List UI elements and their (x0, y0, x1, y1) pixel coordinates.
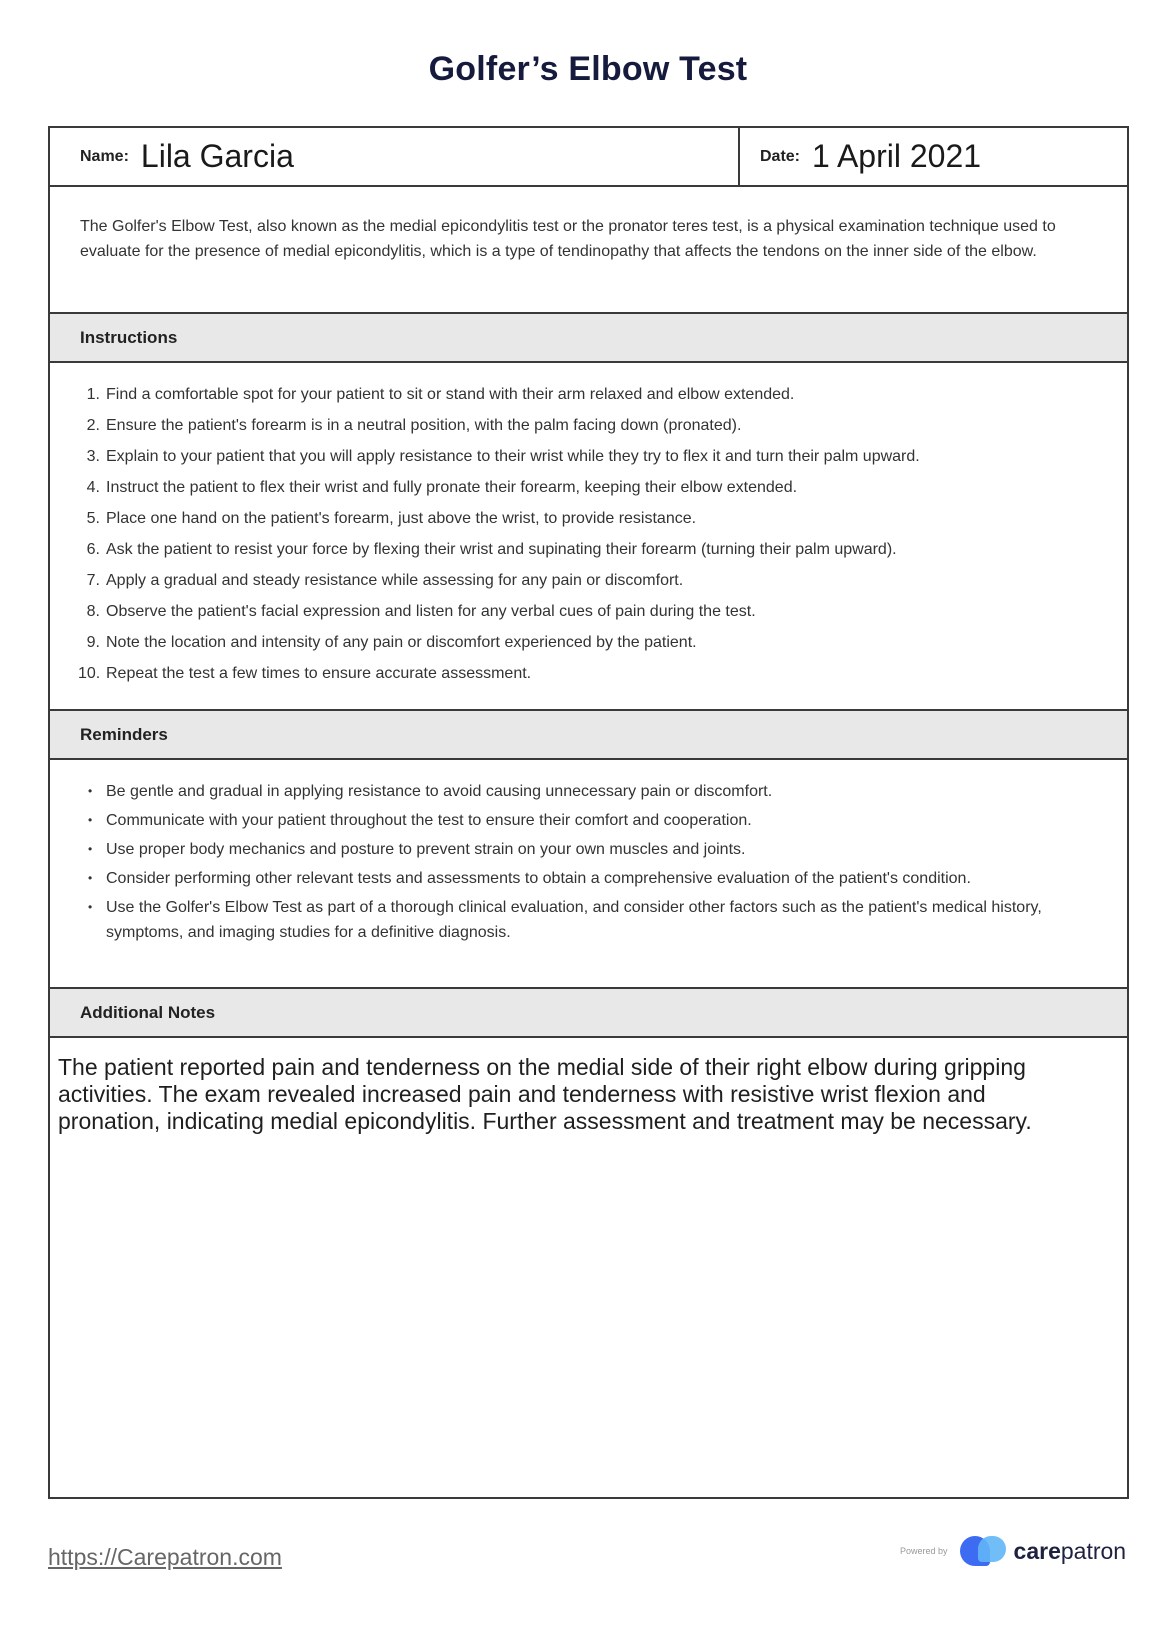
reminders-list (88, 779, 1067, 945)
item-text: Use proper body mechanics and posture to prevent strain on your own muscles and joints. (106, 841, 746, 858)
bullet-icon: • (88, 871, 93, 885)
item-number: 7. (86, 572, 100, 589)
list-item (78, 503, 1127, 534)
additional-notes-heading: Additional Notes (50, 989, 1127, 1038)
date-label: Date: (760, 147, 801, 165)
list-item (78, 441, 1127, 472)
date-field[interactable]: 1 April 2021 (812, 138, 982, 174)
item-text: Find a comfortable spot for your patient to sit or stand with their arm relaxed and elbow extended. (106, 386, 795, 403)
brand-name-light: patron (1060, 1537, 1127, 1564)
item-number: 9. (86, 634, 100, 651)
powered-by-carepatron[interactable] (900, 1534, 1126, 1568)
bullet-icon: • (88, 900, 93, 914)
reminders-section (50, 760, 1127, 989)
item-text: Instruct the patient to flex their wrist and fully pronate their forearm, keeping their elbow extended. (106, 479, 798, 496)
list-item (78, 472, 1127, 503)
instructions-section (50, 363, 1127, 711)
item-number: 4. (86, 479, 100, 496)
item-text: Observe the patient's facial expression and listen for any verbal cues of pain during the test. (106, 603, 756, 620)
list-item (88, 866, 1067, 891)
item-text: Repeat the test a few times to ensure accurate assessment. (106, 665, 532, 682)
item-number: 3. (86, 448, 100, 465)
list-item (78, 410, 1127, 441)
item-text: Place one hand on the patient's forearm, just above the wrist, to provide resistance. (106, 510, 697, 527)
list-item (78, 379, 1127, 410)
item-number: 10. (78, 665, 101, 682)
carepatron-logo-icon (960, 1534, 1008, 1568)
list-item (78, 534, 1127, 565)
item-number: 1. (86, 386, 100, 403)
page-title: Golfer’s Elbow Test (428, 50, 748, 88)
item-text: Consider performing other relevant tests and assessments to obtain a comprehensive evaluation of the patient's condition. (106, 870, 971, 887)
item-text: Ask the patient to resist your force by flexing their wrist and supinating their forearm (turning their palm upward). (106, 541, 897, 558)
list-item (78, 658, 1127, 689)
reminders-heading: Reminders (50, 711, 1127, 760)
date-cell (740, 128, 1127, 185)
additional-notes-field[interactable]: The patient reported pain and tenderness on the medial side of their right elbow during gripping activities. The exam revealed increased pain and tenderness with resistive wrist flexion and pronation, indicating medial epicondylitis. Further assessment and treatment may be necessary. (58, 1054, 1032, 1134)
brand-name (1014, 1538, 1127, 1565)
list-item (78, 596, 1127, 627)
bullet-icon: • (88, 784, 93, 798)
name-cell (50, 128, 740, 185)
patient-info-row (50, 128, 1127, 187)
list-item (78, 627, 1127, 658)
item-number: 8. (86, 603, 100, 620)
item-number: 2. (86, 417, 100, 434)
instructions-list (78, 379, 1127, 689)
list-item (88, 895, 1067, 945)
name-label: Name: (80, 147, 129, 165)
item-text: Communicate with your patient throughout the test to ensure their comfort and cooperation. (106, 812, 752, 829)
list-item (88, 808, 1067, 833)
item-text: Apply a gradual and steady resistance while assessing for any pain or discomfort. (106, 572, 684, 589)
list-item (78, 565, 1127, 596)
golfers-elbow-form (48, 126, 1129, 1499)
intro-text: The Golfer's Elbow Test, also known as the medial epicondylitis test or the pronator teres test, is a physical examination technique used to evaluate for the presence of medial epicondylitis, which is a type of tendinopathy that affects the tendons on the inner side of the elbow. (50, 187, 1127, 314)
item-text: Note the location and intensity of any pain or discomfort experienced by the patient. (106, 634, 697, 651)
item-number: 6. (86, 541, 100, 558)
list-item (88, 779, 1067, 804)
name-field[interactable]: Lila Garcia (140, 138, 294, 174)
item-number: 5. (86, 510, 100, 527)
item-text: Be gentle and gradual in applying resistance to avoid causing unnecessary pain or discomfort. (106, 783, 773, 800)
brand-name-bold: care (1013, 1537, 1061, 1564)
powered-by-label: Powered by (900, 1546, 948, 1556)
bullet-icon: • (88, 813, 93, 827)
bullet-icon: • (88, 842, 93, 856)
carepatron-link[interactable]: https://Carepatron.com (48, 1544, 282, 1570)
list-item (88, 837, 1067, 862)
item-text: Ensure the patient's forearm is in a neutral position, with the palm facing down (pronated). (106, 417, 742, 434)
item-text: Explain to your patient that you will apply resistance to their wrist while they try to flex it and turn their palm upward. (106, 448, 920, 465)
item-text: Use the Golfer's Elbow Test as part of a thorough clinical evaluation, and consider other factors such as the patient's medical history, symptoms, and imaging studies for a definitive diagnosis. (106, 899, 1042, 941)
instructions-heading: Instructions (50, 314, 1127, 363)
